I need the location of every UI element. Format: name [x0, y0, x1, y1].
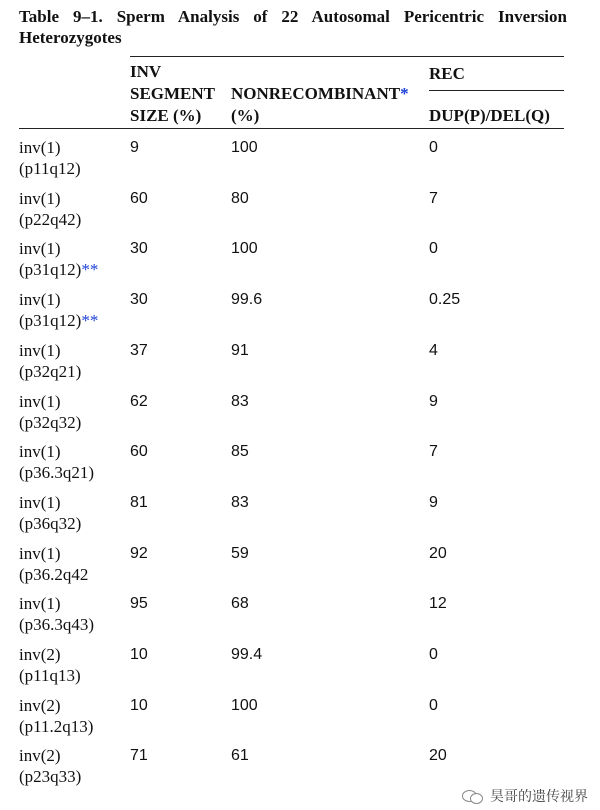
row-recombinant: 0: [429, 646, 438, 663]
row-nonrecombinant: 83: [231, 493, 249, 511]
row-recombinant: 9: [429, 392, 438, 410]
row-segment-size: 9: [130, 139, 139, 156]
row-inversion: inv(1): [19, 492, 61, 512]
breakpoints-text: (p31q12): [19, 311, 82, 331]
row-nonrecombinant: 59: [231, 544, 249, 562]
row-nonrecombinant: 68: [231, 595, 249, 613]
header-top-rule: [130, 56, 564, 57]
row-inversion: inv(2): [19, 645, 61, 664]
breakpoints-text: (p31q12): [19, 260, 82, 280]
col-size-header-3: SIZE (%): [130, 106, 202, 125]
row-recombinant: 4: [429, 341, 438, 359]
col-size-header-1: INV: [130, 62, 162, 81]
row-breakpoints: [19, 310, 98, 331]
row-breakpoints: [19, 513, 81, 534]
row-nonrecombinant: 91: [231, 341, 249, 359]
breakpoints-text: (p36.2q42: [19, 564, 89, 584]
row-inversion: inv(2): [19, 695, 61, 715]
row-breakpoints: [19, 665, 81, 686]
row-inversion: inv(2): [19, 746, 61, 766]
breakpoints-text: (p36.3q43): [19, 615, 95, 635]
row-segment-size: 62: [130, 392, 148, 410]
row-nonrecombinant: 85: [231, 443, 249, 461]
row-recombinant: 20: [429, 544, 447, 562]
row-segment-size: 60: [130, 189, 148, 207]
col-size-header-2: SEGMENT: [130, 84, 216, 103]
row-recombinant: 0: [429, 240, 438, 258]
row-segment-size: 92: [130, 544, 148, 562]
row-nonrecombinant: 99.6: [231, 291, 263, 309]
breakpoints-text: (p32q32): [19, 412, 82, 432]
breakpoints-text: (p23q33): [19, 767, 82, 787]
row-breakpoints: [19, 412, 81, 433]
row-breakpoints: [19, 564, 88, 585]
row-nonrecombinant: 100: [231, 240, 258, 258]
row-inversion: inv(1): [19, 391, 61, 411]
table-title: Table 9–1. Sperm Analysis of 22 Autosomal Pericentric Inversion Heterozygotes: [19, 7, 567, 47]
row-breakpoints: [19, 259, 98, 280]
footnote-asterisk[interactable]: *: [400, 84, 409, 103]
row-nonrecombinant: 100: [231, 139, 258, 156]
rec-subrule: [429, 90, 564, 91]
row-nonrecombinant: 61: [231, 747, 249, 765]
row-segment-size: 60: [130, 443, 148, 461]
col-nonrec-header-text: NONRECOMBINANT: [231, 84, 401, 103]
header-bottom-rule: [19, 128, 564, 129]
row-recombinant: 0: [429, 696, 438, 714]
row-inversion: inv(1): [19, 138, 61, 157]
row-breakpoints: [19, 614, 94, 635]
row-breakpoints: [19, 716, 93, 737]
row-recombinant: 0: [429, 139, 438, 156]
row-segment-size: 71: [130, 747, 148, 765]
wechat-icon: [462, 788, 484, 804]
row-segment-size: 10: [130, 646, 148, 663]
breakpoints-text: (p11q12): [19, 159, 81, 178]
row-inversion: inv(1): [19, 340, 61, 360]
row-recombinant: 9: [429, 493, 438, 511]
watermark-text: 昊哥的遗传视界: [490, 789, 588, 805]
row-nonrecombinant: 83: [231, 392, 249, 410]
row-segment-size: 30: [130, 291, 148, 309]
row-recombinant: 7: [429, 443, 438, 461]
row-segment-size: 30: [130, 240, 148, 258]
row-inversion: inv(1): [19, 442, 61, 462]
row-inversion: inv(1): [19, 290, 61, 310]
row-segment-size: 95: [130, 595, 148, 613]
breakpoints-text: (p22q42): [19, 209, 82, 229]
watermark: [462, 786, 588, 806]
col-rec-subheader: DUP(P)/DEL(Q): [429, 106, 550, 125]
row-breakpoints: [19, 209, 81, 230]
row-breakpoints: [19, 361, 81, 382]
row-inversion: inv(1): [19, 239, 61, 259]
footnote-link[interactable]: **: [81, 260, 99, 280]
row-breakpoints: [19, 158, 81, 179]
row-recombinant: 0.25: [429, 291, 461, 309]
breakpoints-text: (p11.2q13): [19, 716, 94, 736]
row-recombinant: 7: [429, 189, 438, 207]
row-recombinant: 12: [429, 595, 447, 613]
row-segment-size: 81: [130, 493, 148, 511]
col-nonrec-header-unit: (%): [231, 106, 260, 125]
row-segment-size: 37: [130, 341, 148, 359]
breakpoints-text: (p36.3q21): [19, 463, 95, 483]
breakpoints-text: (p11q13): [19, 666, 81, 685]
breakpoints-text: (p32q21): [19, 361, 82, 381]
row-breakpoints: [19, 766, 81, 787]
row-recombinant: 20: [429, 747, 447, 765]
row-nonrecombinant: 80: [231, 189, 249, 207]
row-nonrecombinant: 100: [231, 696, 258, 714]
breakpoints-text: (p36q32): [19, 513, 82, 533]
row-inversion: inv(1): [19, 543, 61, 563]
row-nonrecombinant: 99.4: [231, 646, 263, 663]
row-inversion: inv(1): [19, 188, 61, 208]
row-inversion: inv(1): [19, 594, 61, 614]
footnote-link[interactable]: **: [81, 311, 99, 331]
row-breakpoints: [19, 462, 94, 483]
col-nonrec-header: [231, 83, 409, 105]
row-segment-size: 10: [130, 696, 148, 714]
col-rec-header: REC: [429, 64, 465, 83]
